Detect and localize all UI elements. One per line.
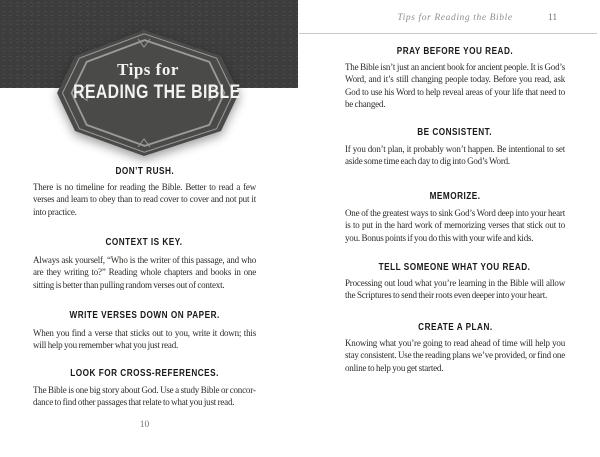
badge-title-main: READING THE BIBLE xyxy=(73,82,241,103)
section-body: Always ask yourself, “Who is the writer of this passage, and who are they writing to?” Reading whole chapters and books in one sitting is better than pulling random verses out of context. xyxy=(33,255,256,290)
section-heading: PRAY BEFORE YOU READ. xyxy=(396,46,514,57)
page-number-right: 11 xyxy=(548,13,558,23)
section-heading: LOOK FOR CROSS-REFERENCES. xyxy=(70,368,219,379)
section-heading: CONTEXT IS KEY. xyxy=(105,237,184,248)
tips-badge xyxy=(56,30,240,156)
section-heading: BE CONSISTENT. xyxy=(417,127,493,138)
section-heading: MEMORIZE. xyxy=(429,191,481,202)
section-heading: WRITE VERSES DOWN ON PAPER. xyxy=(69,310,220,321)
section-body: Knowing what you’re going to read ahead of time will help you stay consistent. Use the reading plans we’ve provided, or find one online to help you get started. xyxy=(345,338,565,373)
section-body: The Bible is one big story about God. Use a study Bible or concordance to find other passages that relate to what you just read. xyxy=(33,385,256,408)
badge-title-script: Tips for xyxy=(117,60,179,79)
section-heading: CREATE A PLAN. xyxy=(417,322,493,333)
section-body: When you find a verse that sticks out to you, write it down; this will help you remember what you just read. xyxy=(33,328,256,351)
running-head: Tips for Reading the Bible xyxy=(397,13,513,23)
page-number-left: 10 xyxy=(139,420,150,430)
section-body: If you don’t plan, it probably won’t happen. Be intentional to set aside some time each day to dig into God’s Word. xyxy=(345,144,565,167)
section-body: The Bible isn’t just an ancient book for ancient people. It is God’s Word, and it’s still changing people today. Before you read, ask God to use his Word to help reveal areas of your life that need to be changed. xyxy=(345,62,565,109)
header-rule xyxy=(299,33,597,34)
section-body: One of the greatest ways to sink God’s Word deep into your heart is to put in the hard work of memorizing verses that stick out to you. Bonus points if you do this with your wife and kids. xyxy=(345,208,565,243)
section-body: Processing out loud what you’re learning in the Bible will allow the Scriptures to send their roots even deeper into your heart. xyxy=(345,278,565,301)
section-body: There is no timeline for reading the Bible. Better to read a few verses and learn to obey than to read cover to cover and not put it into practice. xyxy=(33,182,256,217)
section-heading: TELL SOMEONE WHAT YOU READ. xyxy=(379,262,531,273)
section-heading: DON’T RUSH. xyxy=(115,166,174,177)
